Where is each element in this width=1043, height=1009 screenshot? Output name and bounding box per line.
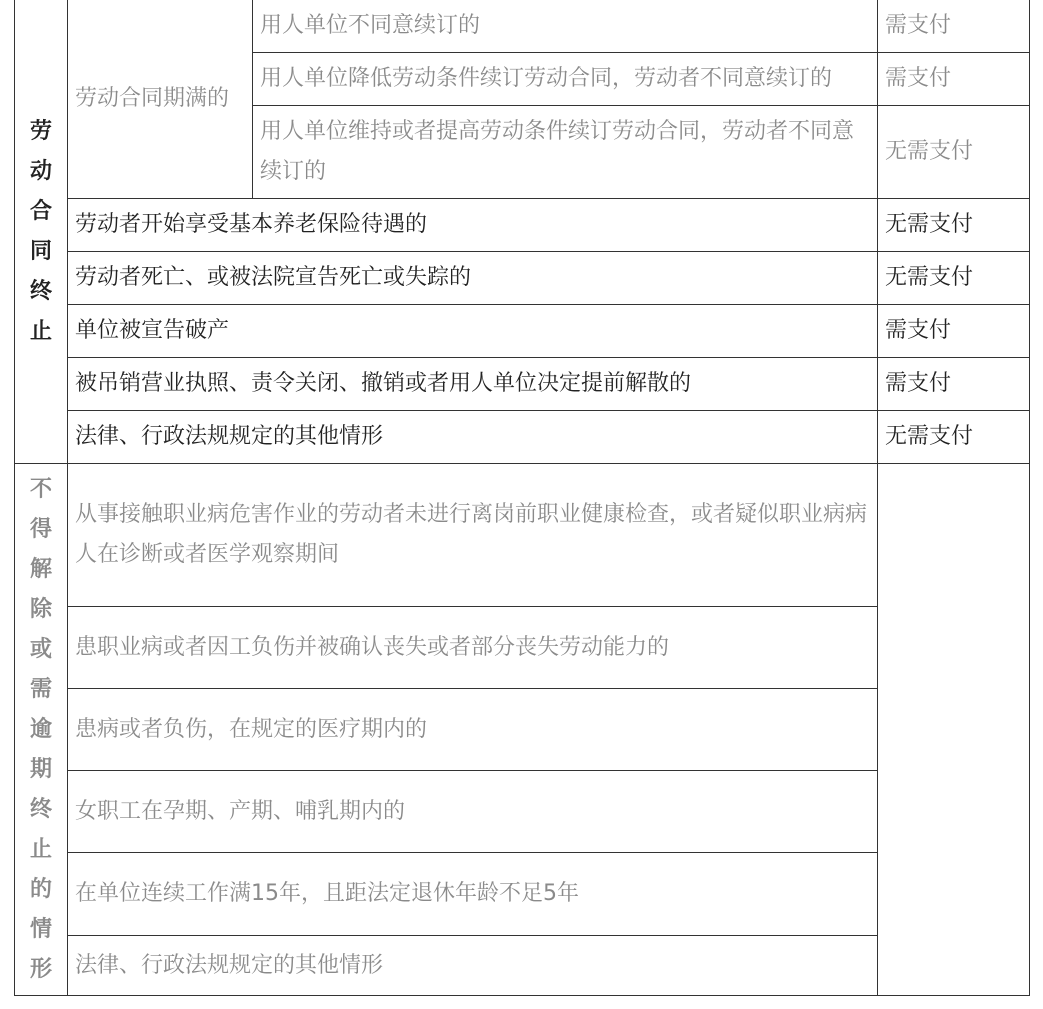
table-row: [15, 771, 1030, 853]
prohibited-pay-empty: [878, 464, 1030, 996]
table-row: [15, 0, 1030, 53]
section-prohibited-heading: 不 得 解 除 或 需 逾 期 终 止 的 情 形: [15, 464, 68, 996]
expiry-case-text: 用人单位不同意续订的: [253, 0, 878, 53]
expiry-case-pay: 无需支付: [878, 106, 1030, 199]
prohibited-case: 法律、行政法规规定的其他情形: [68, 936, 878, 996]
prohibited-case: 患病或者负伤，在规定的医疗期内的: [68, 689, 878, 771]
table-row: [15, 199, 1030, 252]
case-pay: 无需支付: [878, 199, 1030, 252]
table-row: [15, 252, 1030, 305]
table-row: [15, 853, 1030, 936]
expiry-label: 劳动合同期满的: [68, 0, 253, 199]
case-pay: 需支付: [878, 358, 1030, 411]
prohibited-case: 在单位连续工作满15年，且距法定退休年龄不足5年: [68, 853, 878, 936]
table-row: [15, 305, 1030, 358]
case-text: 单位被宣告破产: [68, 305, 878, 358]
case-pay: 无需支付: [878, 411, 1030, 464]
case-pay: 需支付: [878, 305, 1030, 358]
case-text: 被吊销营业执照、责令关闭、撤销或者用人单位决定提前解散的: [68, 358, 878, 411]
expiry-case-pay: 需支付: [878, 53, 1030, 106]
section-termination-heading: 劳 动 合 同 终 止: [15, 0, 68, 464]
table-row: [15, 464, 1030, 607]
table-row: [15, 411, 1030, 464]
case-text: 劳动者死亡、或被法院宣告死亡或失踪的: [68, 252, 878, 305]
expiry-case-text: 用人单位维持或者提高劳动条件续订劳动合同，劳动者不同意续订的: [253, 106, 878, 199]
case-text: 劳动者开始享受基本养老保险待遇的: [68, 199, 878, 252]
case-pay: 无需支付: [878, 252, 1030, 305]
table-row: [15, 607, 1030, 689]
table-row: [15, 936, 1030, 996]
expiry-case-pay: 需支付: [878, 0, 1030, 53]
prohibited-case: 患职业病或者因工负伤并被确认丧失或者部分丧失劳动能力的: [68, 607, 878, 689]
expiry-case-text: 用人单位降低劳动条件续订劳动合同，劳动者不同意续订的: [253, 53, 878, 106]
prohibited-case: 从事接触职业病危害作业的劳动者未进行离岗前职业健康检查，或者疑似职业病病人在诊断或者医学观察期间: [68, 464, 878, 607]
table-row: [15, 689, 1030, 771]
compensation-table: [14, 0, 1030, 996]
table-row: [15, 358, 1030, 411]
prohibited-case: 女职工在孕期、产期、哺乳期内的: [68, 771, 878, 853]
case-text: 法律、行政法规规定的其他情形: [68, 411, 878, 464]
